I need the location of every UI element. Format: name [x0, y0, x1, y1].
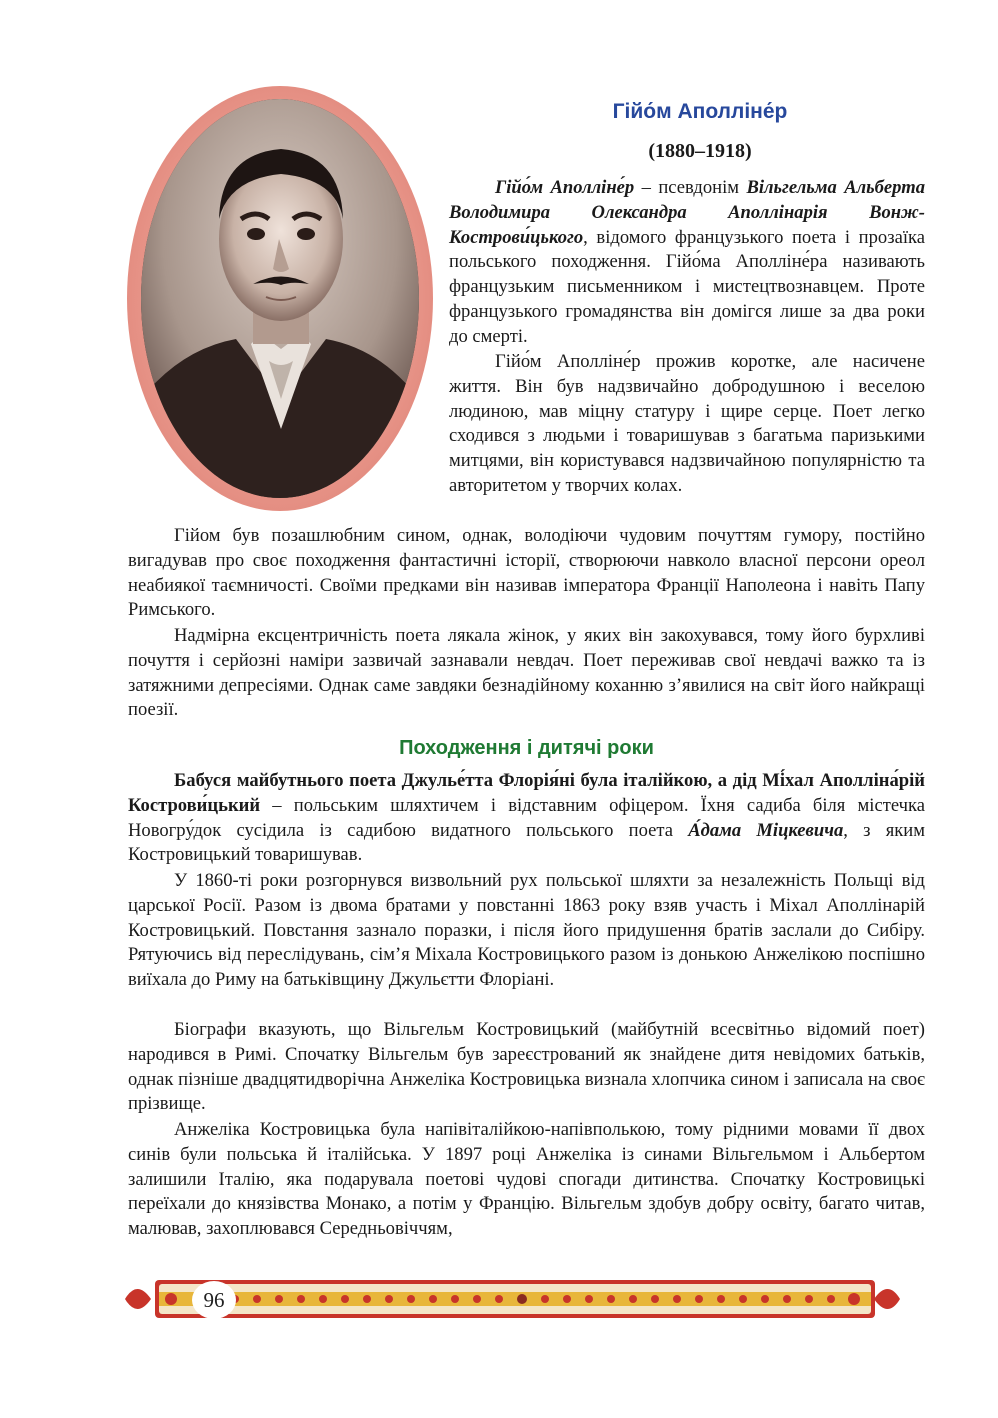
- portrait-image: [141, 99, 419, 498]
- intro-dash: – псевдонім: [634, 177, 747, 198]
- portrait-frame: [127, 86, 433, 511]
- para5-text1: – польським шляхтичем і відставним офіцером. Їхня садиба біля містечка Новогру́док сусідила із садибою видатного польського поета: [128, 794, 925, 841]
- para5-text2: , з яким Костровицький товаришував.: [128, 819, 925, 866]
- page-number: 96: [192, 1281, 236, 1319]
- paragraph-3: Гійом був позашлюбним сином, однак, володіючи чудовим почуттям гумору, постійно вигадував про своє походження фантастичні історії, створюючи навколо власної персони ореол неабиякої таємничості. Своїми предками він називав імператора Франції Наполеона і навіть Папу Римського.: [128, 525, 925, 621]
- para5-italic: А́дама Міцкевича: [688, 819, 844, 841]
- portrait-photo: [141, 99, 419, 498]
- intro-name: Гійо́м Аполліне́р: [495, 177, 635, 198]
- para5-bold: Бабуся майбутнього поета Джулье́тта Флорія́ні була італійкою, а дід Мі́хал Аполліна́рій Кострови́цький: [128, 770, 925, 816]
- section-heading: Походження і дитячі роки: [399, 737, 654, 759]
- footer-ornament: [125, 1274, 900, 1324]
- paragraph-2: Гійо́м Аполліне́р прожив коротке, але насичене життя. Він був надзвичайно добродушною і веселою людиною, мав міцну статуру і щире серце. Поет легко сходився з людьми і товаришував з багатьма паризькими митцями, він користувався надзвичайною популярністю та авторитетом у творчих колах.: [449, 351, 925, 496]
- paragraph-5: [128, 769, 925, 868]
- page-title: Гійо́м Аполліне́р: [612, 100, 788, 123]
- intro-full-name: Вільгельма Альберта Володимира Олександра Аполлінарія Вонж-Кострови́цького: [449, 177, 925, 248]
- life-years: (1880–1918): [648, 140, 752, 162]
- intro-paragraph: [449, 176, 925, 350]
- paragraph-7: Біографи вказують, що Вільгельм Костровицький (майбутній всесвітньо відомий поет) народився в Римі. Спочатку Вільгельм був зареєстрований як знайдене дитя невідомих батьків, однак пізніше двадцятидворічна Анжеліка Костровицька визнала хлопчика сином і записала на своє прізвище.: [128, 1019, 925, 1115]
- paragraph-8: Анжеліка Костровицька була напівіталійкою-напівполькою, тому рідними мовами її двох синів були польська й італійська. У 1897 році Анжеліка із синами Вільгельмом і Альбертом залишили Італію, яка подарувала поетові чудові спогади дитинства. Спочатку Костровицькі переїхали до князівства Монако, а потім у Францію. Вільгельм здобув добру освіту, багато читав, малював, захоплювався Середньовіччям,: [128, 1119, 925, 1240]
- paragraph-4: Надмірна ексцентричність поета лякала жінок, у яких він закохувався, тому його бурхливі почуття і серйозні наміри зазвичай зазнавали невдач. Поет переживав свої невдачі важко та із затяжними депресіями. Однак саме завдяки безнадійному коханню з’явилися на світ його найкращі поезії.: [128, 625, 925, 721]
- intro-rest: , відомого французького поета і прозаїка польського походження. Гійо́ма Аполліне́ра називають французьким письменником і мистецтвознавцем. Проте французького громадянства він домігся лише за два роки до смерті.: [449, 226, 925, 347]
- paragraph-6: У 1860-ті роки розгорнувся визвольний рух польської шляхти за незалежність Польщі від царської Росії. Разом із двома братами у повстанні 1863 року взяв участь і Міхал Аполлінарій Костровицький. Повстання зазнало поразки, і після його придушення братів заслали до Сибіру. Рятуючись від переслідувань, сім’я Міхала Костровицького разом із донькою Анжелікою поспішно виїхала до Риму на батьківщину Джульєтти Флоріані.: [128, 870, 925, 991]
